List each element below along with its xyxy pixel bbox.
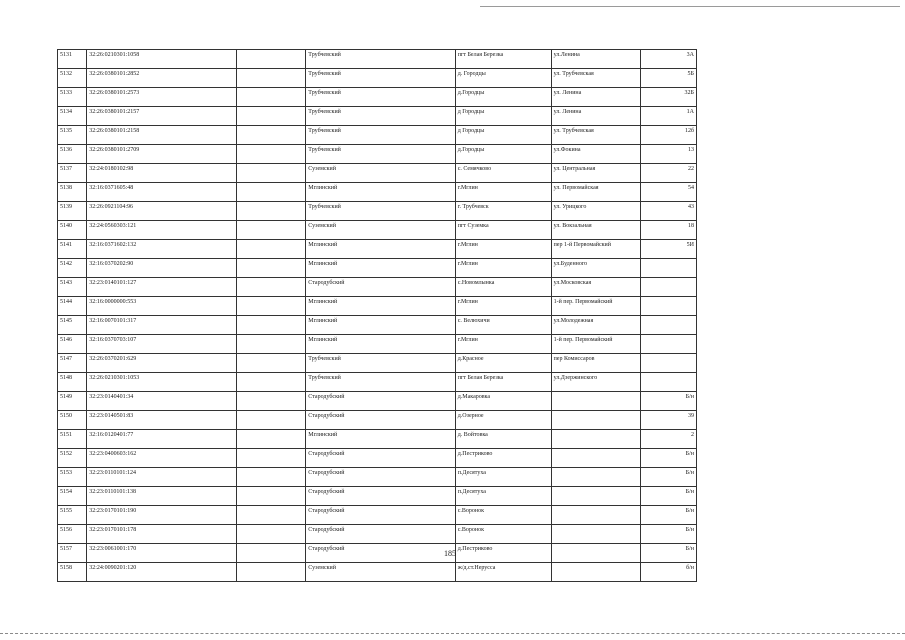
cell-row-number: 5134 [58, 107, 87, 126]
cell-locality: пгт Белая Березка [455, 50, 551, 69]
cell-cadastral-number: 32:23:0110101:138 [87, 487, 236, 506]
cell-row-number: 5133 [58, 88, 87, 107]
table-row [58, 221, 697, 240]
cell-locality: с.Воронок [455, 525, 551, 544]
cell-district: Трубчевский [306, 126, 455, 145]
cell-district: Суземский [306, 563, 455, 582]
cell-house-number: 22 [641, 164, 697, 183]
cell-row-number: 5150 [58, 411, 87, 430]
cell-locality: пгт Суземка [455, 221, 551, 240]
cell-locality: с.Воронок [455, 506, 551, 525]
cell-empty [236, 563, 306, 582]
cell-house-number: 12б [641, 126, 697, 145]
cell-locality: п.Десятуха [455, 487, 551, 506]
cell-empty [236, 487, 306, 506]
cell-street: пер 1-й Первомайский [551, 240, 641, 259]
cell-street: ул. Ленина [551, 88, 641, 107]
cell-street: ул. Урицкого [551, 202, 641, 221]
cell-row-number: 5157 [58, 544, 87, 563]
table-row [58, 411, 697, 430]
cell-cadastral-number: 32:16:0000000:553 [87, 297, 236, 316]
cell-empty [236, 69, 306, 88]
cell-locality: д.Городцы [455, 145, 551, 164]
cell-house-number [641, 354, 697, 373]
cell-row-number: 5149 [58, 392, 87, 411]
cell-street [551, 525, 641, 544]
cell-cadastral-number: 32:16:0120401:77 [87, 430, 236, 449]
cell-street: ул. Вокзальная [551, 221, 641, 240]
cell-row-number: 5146 [58, 335, 87, 354]
cell-cadastral-number: 32:23:0061001:170 [87, 544, 236, 563]
table-row [58, 183, 697, 202]
cell-locality: д.Городцы [455, 88, 551, 107]
cell-district: Трубчевский [306, 88, 455, 107]
cell-house-number: Б/н [641, 525, 697, 544]
cell-row-number: 5153 [58, 468, 87, 487]
table-row [58, 525, 697, 544]
cell-street: ул.Буденного [551, 259, 641, 278]
cell-row-number: 5135 [58, 126, 87, 145]
cell-row-number: 5137 [58, 164, 87, 183]
cell-house-number: Б/н [641, 506, 697, 525]
cell-cadastral-number: 32:24:0560303:121 [87, 221, 236, 240]
cell-street: ул. Ленина [551, 107, 641, 126]
cell-cadastral-number: 32:16:0370703:107 [87, 335, 236, 354]
cell-house-number: Б/н [641, 449, 697, 468]
cell-house-number [641, 335, 697, 354]
cell-empty [236, 145, 306, 164]
cell-empty [236, 468, 306, 487]
cell-district: Трубчевский [306, 145, 455, 164]
cell-empty [236, 183, 306, 202]
cell-district: Трубчевский [306, 50, 455, 69]
scan-edge-top [480, 6, 900, 7]
cell-empty [236, 259, 306, 278]
cell-empty [236, 525, 306, 544]
cell-cadastral-number: 32:24:0090201:120 [87, 563, 236, 582]
cell-cadastral-number: 32:26:0380101:2158 [87, 126, 236, 145]
cell-district: Стародубский [306, 487, 455, 506]
cell-house-number [641, 316, 697, 335]
cell-empty [236, 202, 306, 221]
cell-house-number: 5И [641, 240, 697, 259]
property-registry-table [57, 49, 697, 582]
table-row [58, 544, 697, 563]
scan-edge-bottom [0, 633, 905, 634]
table-row [58, 126, 697, 145]
cell-locality: г.Мглин [455, 183, 551, 202]
cell-empty [236, 316, 306, 335]
cell-row-number: 5140 [58, 221, 87, 240]
cell-district: Мглинский [306, 240, 455, 259]
cell-row-number: 5132 [58, 69, 87, 88]
cell-house-number [641, 259, 697, 278]
cell-empty [236, 221, 306, 240]
cell-cadastral-number: 32:26:0921104:96 [87, 202, 236, 221]
table-row [58, 316, 697, 335]
cell-district: Мглинский [306, 316, 455, 335]
cell-district: Трубчевский [306, 202, 455, 221]
cell-row-number: 5145 [58, 316, 87, 335]
cell-row-number: 5144 [58, 297, 87, 316]
cell-street: 1-й пер. Первомайский [551, 297, 641, 316]
cell-empty [236, 506, 306, 525]
cell-locality: д Городцы [455, 107, 551, 126]
cell-street: ул.Московская [551, 278, 641, 297]
cell-row-number: 5154 [58, 487, 87, 506]
cell-row-number: 5143 [58, 278, 87, 297]
cell-cadastral-number: 32:23:0110101:124 [87, 468, 236, 487]
cell-street: ул.Молодежная [551, 316, 641, 335]
cell-row-number: 5147 [58, 354, 87, 373]
cell-row-number: 5148 [58, 373, 87, 392]
cell-district: Стародубский [306, 506, 455, 525]
cell-street: ул. Центральная [551, 164, 641, 183]
cell-district: Стародубский [306, 468, 455, 487]
cell-street [551, 430, 641, 449]
cell-locality: г.Мглин [455, 259, 551, 278]
cell-locality: д.Макаровка [455, 392, 551, 411]
cell-cadastral-number: 32:16:0070101:317 [87, 316, 236, 335]
cell-empty [236, 392, 306, 411]
cell-district: Суземский [306, 164, 455, 183]
table-row [58, 240, 697, 259]
table-row [58, 278, 697, 297]
table-row [58, 468, 697, 487]
cell-row-number: 5131 [58, 50, 87, 69]
cell-cadastral-number: 32:23:0170101:178 [87, 525, 236, 544]
cell-house-number: 3А [641, 50, 697, 69]
cell-empty [236, 297, 306, 316]
cell-house-number: 5Б [641, 69, 697, 88]
cell-cadastral-number: 32:23:0170101:190 [87, 506, 236, 525]
cell-house-number: Б/н [641, 468, 697, 487]
cell-cadastral-number: 32:26:0370201:629 [87, 354, 236, 373]
cell-street: ул.Ленина [551, 50, 641, 69]
table-row [58, 50, 697, 69]
cell-house-number [641, 297, 697, 316]
table-row [58, 354, 697, 373]
cell-cadastral-number: 32:23:0140501:83 [87, 411, 236, 430]
cell-house-number: 43 [641, 202, 697, 221]
cell-street: ул. Первомайская [551, 183, 641, 202]
cell-district: Стародубский [306, 278, 455, 297]
cell-house-number: Б/н [641, 392, 697, 411]
cell-district: Мглинский [306, 183, 455, 202]
cell-row-number: 5139 [58, 202, 87, 221]
cell-locality: г.Мглин [455, 335, 551, 354]
cell-locality: пгт Белая Березка [455, 373, 551, 392]
table-row [58, 563, 697, 582]
cell-locality: д Городцы [455, 126, 551, 145]
cell-house-number: 32Б [641, 88, 697, 107]
cell-row-number: 5156 [58, 525, 87, 544]
cell-locality: д.Озерное [455, 411, 551, 430]
table-row [58, 259, 697, 278]
cell-street [551, 449, 641, 468]
cell-locality: г.Мглин [455, 297, 551, 316]
cell-district: Стародубский [306, 525, 455, 544]
cell-cadastral-number: 32:16:0371605:48 [87, 183, 236, 202]
cell-empty [236, 411, 306, 430]
cell-district: Мглинский [306, 430, 455, 449]
cell-street [551, 563, 641, 582]
cell-cadastral-number: 32:16:0371602:132 [87, 240, 236, 259]
table-row [58, 164, 697, 183]
cell-house-number [641, 278, 697, 297]
cell-cadastral-number: 32:26:0380101:2852 [87, 69, 236, 88]
cell-row-number: 5155 [58, 506, 87, 525]
cell-street: ул.Фокина [551, 145, 641, 164]
table-row [58, 449, 697, 468]
cell-empty [236, 278, 306, 297]
cell-district: Стародубский [306, 544, 455, 563]
cell-district: Суземский [306, 221, 455, 240]
cell-house-number: 54 [641, 183, 697, 202]
cell-row-number: 5136 [58, 145, 87, 164]
cell-cadastral-number: 32:26:0210301:1053 [87, 373, 236, 392]
cell-locality: с. Семячково [455, 164, 551, 183]
cell-cadastral-number: 32:26:0380101:2709 [87, 145, 236, 164]
table-row [58, 69, 697, 88]
cell-empty [236, 354, 306, 373]
cell-row-number: 5138 [58, 183, 87, 202]
cell-cadastral-number: 32:23:0140401:34 [87, 392, 236, 411]
table-row [58, 107, 697, 126]
page-number: 185 [444, 549, 456, 558]
cell-district: Стародубский [306, 411, 455, 430]
cell-cadastral-number: 32:26:0380101:2157 [87, 107, 236, 126]
cell-district: Трубчевский [306, 69, 455, 88]
cell-house-number: 1А [641, 107, 697, 126]
cell-empty [236, 240, 306, 259]
cell-cadastral-number: 32:24:0180102:98 [87, 164, 236, 183]
cell-empty [236, 107, 306, 126]
cell-street [551, 411, 641, 430]
cell-locality: с.Новомлынка [455, 278, 551, 297]
cell-locality: г. Трубчевск [455, 202, 551, 221]
table-row [58, 88, 697, 107]
table-row [58, 335, 697, 354]
cell-cadastral-number: 32:23:0140101:127 [87, 278, 236, 297]
cell-district: Стародубский [306, 392, 455, 411]
cell-cadastral-number: 32:26:0210301:1058 [87, 50, 236, 69]
cell-district: Стародубский [306, 449, 455, 468]
table-row [58, 297, 697, 316]
cell-street: ул.Дзержинского [551, 373, 641, 392]
cell-street [551, 544, 641, 563]
cell-locality: д.Красное [455, 354, 551, 373]
cell-street [551, 506, 641, 525]
cell-locality: с. Велюхичи [455, 316, 551, 335]
cell-district: Мглинский [306, 335, 455, 354]
cell-empty [236, 50, 306, 69]
cell-row-number: 5141 [58, 240, 87, 259]
cell-street: ул. Трубчевская [551, 69, 641, 88]
cell-empty [236, 88, 306, 107]
cell-locality: ж/д.ст.Нерусса [455, 563, 551, 582]
table-row [58, 487, 697, 506]
cell-district: Мглинский [306, 297, 455, 316]
cell-empty [236, 544, 306, 563]
cell-locality: г.Мглин [455, 240, 551, 259]
cell-cadastral-number: 32:16:0370202:90 [87, 259, 236, 278]
cell-locality: д. Войтовка [455, 430, 551, 449]
table-row [58, 202, 697, 221]
table-row [58, 145, 697, 164]
cell-row-number: 5152 [58, 449, 87, 468]
cell-street: 1-й пер. Первомайский [551, 335, 641, 354]
cell-house-number: 39 [641, 411, 697, 430]
table-row [58, 392, 697, 411]
cell-district: Трубчевский [306, 354, 455, 373]
cell-house-number: Б/н [641, 487, 697, 506]
cell-house-number: 13 [641, 145, 697, 164]
cell-empty [236, 449, 306, 468]
cell-row-number: 5151 [58, 430, 87, 449]
cell-empty [236, 430, 306, 449]
cell-district: Трубчевский [306, 107, 455, 126]
cell-street [551, 468, 641, 487]
cell-row-number: 5158 [58, 563, 87, 582]
table-row [58, 430, 697, 449]
cell-locality: п.Десятуха [455, 468, 551, 487]
cell-district: Мглинский [306, 259, 455, 278]
cell-cadastral-number: 32:26:0380101:2573 [87, 88, 236, 107]
cell-house-number: 2 [641, 430, 697, 449]
cell-house-number: Б/н [641, 544, 697, 563]
cell-house-number [641, 373, 697, 392]
cell-row-number: 5142 [58, 259, 87, 278]
cell-locality: д.Пестриково [455, 544, 551, 563]
cell-street [551, 392, 641, 411]
cell-house-number: б/н [641, 563, 697, 582]
cell-district: Трубчевский [306, 373, 455, 392]
cell-empty [236, 164, 306, 183]
cell-locality: д. Городцы [455, 69, 551, 88]
cell-empty [236, 335, 306, 354]
table-row [58, 373, 697, 392]
cell-house-number: 18 [641, 221, 697, 240]
cell-locality: д.Пестриково [455, 449, 551, 468]
cell-street [551, 487, 641, 506]
cell-street: ул. Трубчевская [551, 126, 641, 145]
cell-street: пер Комиссаров [551, 354, 641, 373]
table-row [58, 506, 697, 525]
registry-table-body [58, 50, 697, 582]
cell-empty [236, 126, 306, 145]
cell-empty [236, 373, 306, 392]
cell-cadastral-number: 32:23:0400603:162 [87, 449, 236, 468]
